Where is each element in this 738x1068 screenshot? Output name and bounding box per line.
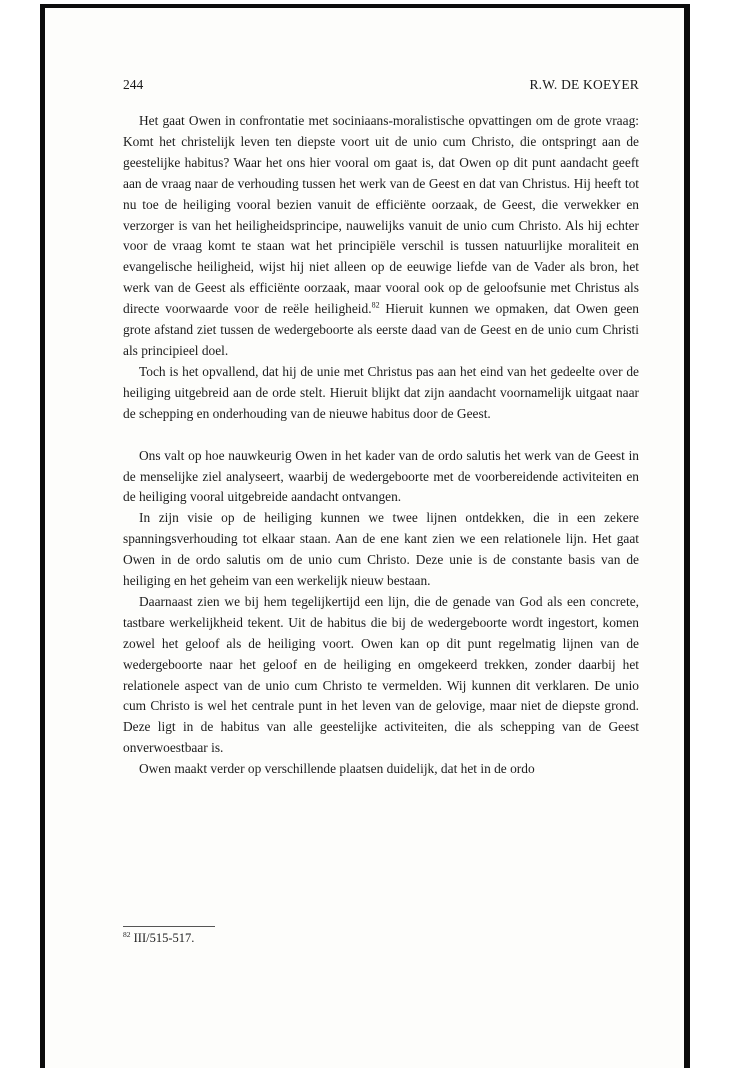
paragraph: Daarnaast zien we bij hem tegelijkertijd een lijn, die de genade van God als een concrete, tastbare werkelijkheid tekent. Uit de habitus die bij de wedergeboorte wordt ingestort, komen zowel het geloof als de heiliging voort. Owen kan op dit punt regelmatig lijnen van de wedergeboorte naar het geloof en de heiliging en omgekeerd trekken, zonder daarbij het relationele aspect van de unio cum Christo te vermelden. Wij kunnen dit verklaren. De unio cum Christo is wel het centrale punt in het leven van de gelovige, maar niet de diepste grond. Deze ligt in de habitus van alle geestelijke activiteiten, die als schepping van de Geest onverwoestbaar is. [123, 593, 639, 756]
paragraph: Owen maakt verder op verschillende plaatsen duidelijk, dat het in de ordo [139, 761, 535, 777]
paragraph-text: Het gaat Owen in confrontatie met sociniaans-moralistische opvattingen om de grote vraag: Komt het christelijk leven ten diepste voort uit de unio cum Christo, die ontspringt aan de geestelijke habitus? Waar het ons hier vooral om gaat is, dat Owen op dit punt aandacht geeft aan de vraag naar de verhouding tussen het werk van de Geest en dat van Christus. Hij heeft tot nu toe de heiliging vooral bezien vanuit de efficiënte oorzaak, de Geest, die verwekker en verzorger is van het heiligheidsprincipe, nauwelijks vanuit de unio cum Christo. Als hij echter voor de vraag komt te staan wat het principiële verschil is tussen natuurlijke moraliteit en evangelische heiligheid, wijst hij niet alleen op de eeuwige liefde van de Vader als bron, het werk van de Geest als efficiënte oorzaak, maar vooral ook op de geloofsunie met Christus als directe voorwaarde voor de reële heiligheid. [123, 113, 639, 317]
footnote-text: III/515-517. [130, 931, 195, 945]
page-number: 244 [123, 77, 144, 92]
paragraph: Toch is het opvallend, dat hij de unie met Christus pas aan het eind van het gedeelte over de heiliging uitgebreid aan de orde stelt. Hieruit blijkt dat zijn aandacht voornamelijk uitgaat naar de schepping en onderhouding van de nieuwe habitus door de Geest. [123, 363, 639, 421]
paragraph-text: Hieruit kunnen we opmaken, dat Owen geen grote afstand ziet tussen de wedergeboorte als eerste daad van de Geest en de unio cum Christi als principieel doel. [123, 301, 639, 358]
footnote-number: 82 [123, 929, 131, 939]
footnote [123, 931, 194, 946]
paragraph: In zijn visie op de heiliging kunnen we twee lijnen ontdekken, die in een zekere spanningsverhouding tot elkaar staan. Aan de ene kant zien we een relationele lijn. Het gaat Owen in de ordo salutis om de unio cum Christo. Deze unie is de constante basis van de heiliging en het geheim van een werkelijk nieuw bestaan. [123, 510, 639, 589]
footnote-ref[interactable]: 82 [371, 300, 380, 310]
body-text [123, 111, 639, 780]
page-header [123, 77, 639, 97]
footnote-rule [123, 926, 215, 927]
paragraph: Ons valt op hoe nauwkeurig Owen in het kader van de ordo salutis het werk van de Geest in de menselijke ziel analyseert, waarbij de wedergeboorte met de voorbereidende activiteiten en de heiliging vooral uitgebreide aandacht ontvangen. [123, 447, 639, 505]
running-head: R.W. DE KOEYER [529, 77, 639, 92]
paragraph [123, 111, 639, 362]
